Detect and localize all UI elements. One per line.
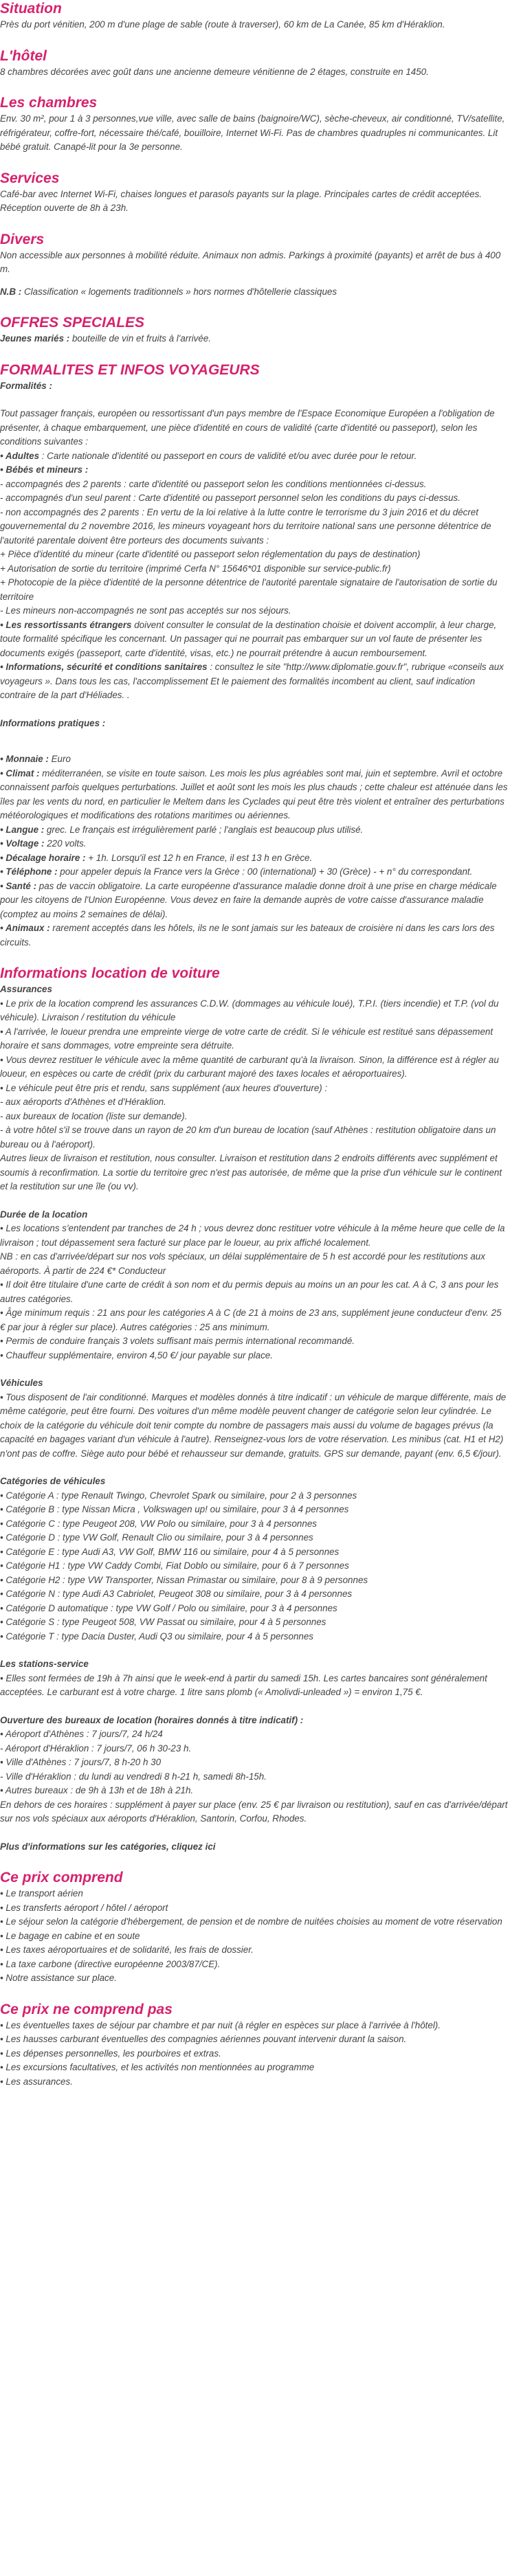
assurances-line: • A l'arrivée, le loueur prendra une empreinte vierge de votre carte de crédit. Si le véhicule est restitué sans dépassement horaire et sans dommages, votre empreinte sera détruite. bbox=[0, 1026, 494, 1051]
formalites-adultes bbox=[0, 449, 509, 464]
assurances-line: - aux aéroports d'Athènes et d'Héraklion. bbox=[0, 1097, 166, 1107]
chambres-section bbox=[0, 94, 509, 155]
pratiques-item bbox=[0, 921, 509, 950]
chambres-title: Les chambres bbox=[0, 95, 98, 111]
formalites-ressortissants bbox=[0, 618, 509, 661]
duree-line: • Il doit être titulaire d'une carte de crédit à son nom et du permis depuis au moins un an pour les cat. A à C, 3 ans pour les autres catégories. bbox=[0, 1279, 499, 1304]
categories-title-text: Catégories de véhicules bbox=[0, 1476, 106, 1486]
offres-text bbox=[0, 332, 509, 346]
pratiques-item-text: + 1h. Lorsqu'il est 12 h en France, il est 13 h en Grèce. bbox=[85, 852, 313, 863]
ne-comprend-title: Ce prix ne comprend pas bbox=[0, 2001, 173, 2017]
adultes-label: • Adultes bbox=[0, 450, 40, 461]
formalites-line: - accompagnés d'un seul parent : Carte d'identité ou passeport personnel selon les conditions du pays ci-dessus. bbox=[0, 493, 461, 503]
formalites-line: - non accompagnés des 2 parents : En vertu de la loi relative à la lutte contre le terrorisme du 3 juin 2016 et du décret gouvernemental du 2 novembre 2016, les mineurs voyageant hors du territoire national sans une personne détentrice de l'autorité parentale doivent être porteurs des documents suivants : bbox=[0, 506, 491, 546]
ouverture-line: - Ville d'Héraklion : du lundi au vendredi 8 h-21 h, samedi 8h-15h. bbox=[0, 1771, 267, 1782]
pratiques-item bbox=[0, 823, 509, 838]
stations-text: • Elles sont fermées de 19h à 7h ainsi que le week-end à partir du samedi 15h. Les cartes bancaires sont généralement acceptées. Le carburant est à votre charge. 1 litre sans plomb (« Amolivdi-unleaded ») = environ 1,75 €. bbox=[0, 1672, 487, 1697]
vehicules-title-text: Véhicules bbox=[0, 1378, 43, 1388]
category-item: • Catégorie S : type Peugeot 508, VW Passat ou similaire, pour 4 à 5 personnes bbox=[0, 1617, 326, 1627]
divers-nb-label: N.B : bbox=[0, 286, 22, 297]
pratiques-item-text: rarement acceptés dans les hôtels, ils ne le sont jamais sur les bateaux de croisière ni dans les cars lors des circuits. bbox=[0, 923, 495, 948]
comprend-item: • Le séjour selon la catégorie d'hébergement, de pension et de nombre de nuitées choisies au moment de votre réservation bbox=[0, 1916, 502, 1927]
pratiques-item-label: • Voltage : bbox=[0, 838, 45, 849]
assurances-line: • Le prix de la location comprend les assurances C.D.W. (dommages au véhicule loué), T.P.I. (tiers incendie) et T.P. (vol du véhicule). Livraison / restitution du véhicule bbox=[0, 998, 499, 1022]
pratiques-item-label: • Animaux : bbox=[0, 923, 50, 933]
chambres-text: Env. 30 m², pour 1 à 3 personnes,vue ville, avec salle de bains (baignoire/WC), sèche-cheveux, air conditionné, TV/satellite, réfrigérateur, coffre-fort, nécessaire thé/café, bouilloire, Internet Wi-Fi. Pas de chambres quadruples ni communicantes. Lit bébé gratuit. Canapé-lit pour la 3e personne. bbox=[0, 113, 505, 152]
pratiques-subtitle-text: Informations pratiques : bbox=[0, 717, 106, 728]
category-item: • Catégorie T : type Dacia Duster, Audi Q3 ou similaire, pour 4 à 5 personnes bbox=[0, 1631, 313, 1642]
ouverture-line: • Ville d'Athènes : 7 jours/7, 8 h-20 h 30 bbox=[0, 1757, 162, 1767]
location-section bbox=[0, 965, 509, 1854]
plus-info-link[interactable]: Plus d'informations sur les catégories, cliquez ici bbox=[0, 1841, 216, 1852]
category-item: • Catégorie A : type Renault Twingo, Chevrolet Spark ou similaire, pour 2 à 3 personnes bbox=[0, 1490, 357, 1501]
duree-line: • Les locations s'entendent par tranches de 24 h ; vous devrez donc restituer votre véhicule à la même heure que celle de la livraison ; tout dépassement sera facturé sur place par le loueur, au prix affiché localement. bbox=[0, 1223, 505, 1248]
stations-title bbox=[0, 1657, 509, 1672]
offres-value: bouteille de vin et fruits à l'arrivée. bbox=[69, 333, 211, 344]
divers-text: Non accessible aux personnes à mobilité réduite. Animaux non admis. Parkings à proximité (payants) et arrêt de bus à 400 m. bbox=[0, 249, 501, 274]
assurances-line: - à votre hôtel s'il se trouve dans un rayon de 20 km d'un bureau de location (sauf Athènes : restitution obligatoire dans un bureau ou à l'aéroport). bbox=[0, 1125, 496, 1150]
duree-title bbox=[0, 1208, 509, 1222]
formalites-subtitle-text: Formalités : bbox=[0, 380, 52, 391]
ouverture-title bbox=[0, 1714, 509, 1728]
pratiques-item-label: • Monnaie : bbox=[0, 754, 49, 764]
formalites-intro: Tout passager français, européen ou ressortissant d'un pays membre de l'Espace Economique Européen a l'obligation de présenter, à chaque embarquement, une pièce d'identité en cours de validité (carte d'identité ou passeport), selon les conditions suivantes : bbox=[0, 408, 495, 447]
formalites-bebes bbox=[0, 463, 509, 478]
category-item: • Catégorie B : type Nissan Micra , Volkswagen up! ou similaire, pour 3 à 4 personnes bbox=[0, 1504, 349, 1514]
duree-line: • Permis de conduire français 3 volets suffisant mais permis international recommandé. bbox=[0, 1336, 355, 1346]
pratiques-item bbox=[0, 880, 509, 922]
infos-label: • Informations, sécurité et conditions sanitaires bbox=[0, 662, 208, 672]
pratiques-item bbox=[0, 767, 509, 823]
ouverture-line: - Aéroport d'Héraklion : 7 jours/7, 06 h 30-23 h. bbox=[0, 1743, 192, 1754]
vehicules-line: • Tous disposent de l'air conditionné. Marques et modèles donnés à titre indicatif : un véhicule de marque différente, mais de même catégorie, peut être fourni. Des voitures d'un même modèle peuvent changer de catégorie selon leur cylindrée. Le choix de la catégorie du véhicule doit tenir compte du nombre de passagers mais aussi du volume de bagages prévus (la capacité en bagages variant d'un véhicule à l'autre). Renseignez-vous lors de votre réservation. Les minibus (cat. H1 et H2) n'ont pas de coffre. Siège auto pour bébé et rehausseur sur demande, gratuits. GPS sur demande, payant (env. 6,5 €/jour). bbox=[0, 1391, 507, 1459]
divers-section bbox=[0, 231, 509, 300]
vehicules-title bbox=[0, 1376, 509, 1391]
formalites-section bbox=[0, 361, 509, 950]
pratiques-item-text: pas de vaccin obligatoire. La carte européenne d'assurance maladie donne droit à une prise en charge médicale pour les citoyens de l'Union Européenne. Vous devez en faire la demande auprès de votre caisse d'assurance maladie (comptez au moins 2 semaines de délai). bbox=[0, 880, 497, 919]
category-item: • Catégorie H1 : type VW Caddy Combi, Fiat Doblo ou similaire, pour 6 à 7 personnes bbox=[0, 1560, 349, 1571]
pratiques-subtitle bbox=[0, 717, 509, 731]
assurances-line: - aux bureaux de location (liste sur demande). bbox=[0, 1110, 188, 1121]
situation-text: Près du port vénitien, 200 m d'une plage de sable (route à traverser), 60 km de La Canée, 85 km d'Héraklion. bbox=[0, 19, 445, 30]
ressortissants-text: doivent consulter le consulat de la destination choisie et doivent accomplir, à leur charge, toute formalité spécifique les concernant. Un passager qui ne pourrait pas embarquer sur un vol faute de présenter les documents exigés (passeport, carte d'identité, visas, etc.) ne pourrait prétendre à aucun remboursement. bbox=[0, 619, 497, 658]
comprend-title: Ce prix comprend bbox=[0, 1870, 123, 1885]
situation-section bbox=[0, 0, 509, 32]
comprend-item: • Les taxes aéroportuaires et de solidarité, les frais de dossier. bbox=[0, 1945, 254, 1955]
assurances-line: • Vous devrez restituer le véhicule avec la même quantité de carburant qu'à la livraison. Sinon, la différence est à régler au loueur, en espèces ou carte de crédit (prix du carburant majoré des taxes locales et aéroportuaires). bbox=[0, 1054, 499, 1079]
comprend-item: • Notre assistance sur place. bbox=[0, 1973, 117, 1983]
divers-title: Divers bbox=[0, 231, 45, 247]
category-item: • Catégorie N : type Audi A3 Cabriolet, Peugeot 308 ou similaire, pour 3 à 4 personnes bbox=[0, 1589, 353, 1599]
stations-title-text: Les stations-service bbox=[0, 1659, 89, 1669]
pratiques-item-text: 220 volts. bbox=[44, 838, 87, 849]
formalites-title: FORMALITES ET INFOS VOYAGEURS bbox=[0, 361, 260, 378]
pratiques-item-text: Euro bbox=[48, 754, 71, 764]
pratiques-item bbox=[0, 865, 509, 880]
ne-comprend-item: • Les dépenses personnelles, les pourboires et extras. bbox=[0, 2048, 221, 2059]
formalites-subtitle bbox=[0, 379, 509, 394]
formalites-line: + Photocopie de la pièce d'identité de la personne détentrice de l'autorité parentale signataire de l'autorisation de sortie du territoire bbox=[0, 577, 498, 602]
assurances-line: Autres lieux de livraison et restitution, nous consulter. Livraison et restitution dans 2 endroits différents avec supplément et soumis à reconfirmation. La sortie du territoire grec n'est pas autorisée, de même que la prise d'un véhicule sur le continent et la restitution sur une île (ou vv). bbox=[0, 1153, 502, 1191]
pratiques-item-text: méditerranéen, se visite en toute saison. Les mois les plus agréables sont mai, juin et septembre. Avril et octobre connaissent parfois quelques perturbations. Juillet et août sont les mois les plus chauds ; cette chaleur est atténuée dans les îles par les vents du nord, en particulier le Meltem dans les Cyclades qui peut être très violent et entraîner des perturbations météorologiques et modifications des rotations maritimes ou aériennes. bbox=[0, 768, 508, 820]
ne-comprend-section bbox=[0, 2001, 509, 2090]
duree-line: • Âge minimum requis : 21 ans pour les catégories A à C (de 21 à moins de 23 ans, supplément jeune conducteur d'env. 25 € par jour à régler sur place). Autres catégories : 25 ans minimum. bbox=[0, 1308, 502, 1332]
plus-info bbox=[0, 1840, 509, 1855]
category-item: • Catégorie D automatique : type VW Golf / Polo ou similaire, pour 3 à 4 personnes bbox=[0, 1602, 337, 1613]
offres-label: Jeunes mariés : bbox=[0, 333, 70, 344]
comprend-section bbox=[0, 1869, 509, 1986]
comprend-item: • Le bagage en cabine et en soute bbox=[0, 1930, 140, 1941]
formalites-line: + Autorisation de sortie du territoire (imprimé Cerfa N° 15646*01 disponible sur service-public.fr) bbox=[0, 563, 391, 574]
pratiques-item bbox=[0, 752, 509, 767]
formalites-line: - accompagnés des 2 parents : carte d'identité ou passeport selon les conditions mentionnées ci-dessus. bbox=[0, 478, 427, 489]
ouverture-title-text: Ouverture des bureaux de location (horaires donnés à titre indicatif) : bbox=[0, 1714, 304, 1725]
location-title: Informations location de voiture bbox=[0, 965, 220, 981]
hotel-section bbox=[0, 47, 509, 80]
ouverture-line: • Aéroport d'Athènes : 7 jours/7, 24 h/24 bbox=[0, 1729, 163, 1739]
ne-comprend-item: • Les éventuelles taxes de séjour par chambre et par nuit (à régler en espèces sur place à l'arrivée à l'hôtel). bbox=[0, 2019, 441, 2030]
adultes-text: : Carte nationale d'identité ou passeport en cours de validité et/ou avec durée pour le retour. bbox=[39, 450, 417, 461]
ressortissants-label: • Les ressortissants étrangers bbox=[0, 619, 132, 630]
formalites-line: - Les mineurs non-accompagnés ne sont pas acceptés sur nos séjours. bbox=[0, 605, 291, 616]
assurances-line: • Le véhicule peut être pris et rendu, sans supplément (aux heures d'ouverture) : bbox=[0, 1082, 328, 1093]
offres-title: OFFRES SPECIALES bbox=[0, 315, 145, 331]
services-section bbox=[0, 170, 509, 216]
hotel-title: L'hôtel bbox=[0, 47, 47, 64]
pratiques-item-label: • Climat : bbox=[0, 768, 40, 779]
pratiques-item bbox=[0, 837, 509, 851]
pratiques-item-text: grec. Le français est irrégulièrement parlé ; l'anglais est beaucoup plus utilisé. bbox=[44, 824, 364, 835]
comprend-item: • La taxe carbone (directive européenne 2003/87/CE). bbox=[0, 1958, 221, 1969]
services-title: Services bbox=[0, 170, 60, 186]
ouverture-line: En dehors de ces horaires : supplément à payer sur place (env. 25 € par livraison ou restitution), sauf en cas d'arrivée/départ sur nos vols spéciaux aux aéroports d'Héraklion, Santorin, Corfou, Rhodes. bbox=[0, 1799, 508, 1824]
duree-title-text: Durée de la location bbox=[0, 1209, 88, 1220]
categories-title bbox=[0, 1475, 509, 1489]
pratiques-item-label: • Décalage horaire : bbox=[0, 852, 86, 863]
pratiques-item bbox=[0, 851, 509, 866]
ouverture-line: • Autres bureaux : de 9h à 13h et de 18h à 21h. bbox=[0, 1785, 194, 1795]
category-item: • Catégorie H2 : type VW Transporter, Nissan Primastar ou similaire, pour 8 à 9 personnes bbox=[0, 1574, 368, 1585]
pratiques-item-label: • Téléphone : bbox=[0, 866, 58, 877]
category-item: • Catégorie E : type Audi A3, VW Golf, BMW 116 ou similaire, pour 4 à 5 personnes bbox=[0, 1546, 340, 1557]
ne-comprend-item: • Les hausses carburant éventuelles des compagnies aériennes pouvant intervenir durant la saison. bbox=[0, 2034, 407, 2044]
bebes-label: • Bébés et mineurs : bbox=[0, 464, 89, 475]
category-item: • Catégorie C : type Peugeot 208, VW Polo ou similaire, pour 3 à 4 personnes bbox=[0, 1518, 317, 1529]
formalites-infos bbox=[0, 660, 509, 703]
category-item: • Catégorie D : type VW Golf, Renault Clio ou similaire, pour 3 à 4 personnes bbox=[0, 1532, 313, 1543]
comprend-item: • Le transport aérien bbox=[0, 1888, 83, 1899]
offres-section bbox=[0, 314, 509, 346]
pratiques-item-label: • Langue : bbox=[0, 824, 45, 835]
hotel-text: 8 chambres décorées avec goût dans une ancienne demeure vénitienne de 2 étages, construite en 1450. bbox=[0, 66, 429, 77]
assurances-title-text: Assurances bbox=[0, 984, 52, 994]
situation-title: Situation bbox=[0, 1, 62, 16]
ne-comprend-item: • Les excursions facultatives, et les activités non mentionnées au programme bbox=[0, 2062, 315, 2072]
divers-nb-text: Classification « logements traditionnels » hors normes d'hôtellerie classiques bbox=[21, 286, 337, 297]
pratiques-item-label: • Santé : bbox=[0, 880, 37, 891]
comprend-item: • Les transferts aéroport / hôtel / aéroport bbox=[0, 1902, 168, 1913]
infos-text: : consultez le site "http://www.diplomatie.gouv.fr", rubrique «conseils aux voyageurs ». Dans tous les cas, l'accomplissement Et le paiement des formalités incombent au client, sauf indication contraire de la part d'Héliades. . bbox=[0, 662, 504, 700]
assurances-title bbox=[0, 983, 509, 997]
pratiques-item-text: pour appeler depuis la France vers la Grèce : 00 (international) + 30 (Grèce) - + n° du correspondant. bbox=[57, 866, 473, 877]
ne-comprend-item: • Les assurances. bbox=[0, 2076, 73, 2087]
divers-nb bbox=[0, 285, 509, 300]
duree-line: • Chauffeur supplémentaire, environ 4,50 €/ jour payable sur place. bbox=[0, 1349, 273, 1360]
duree-line: NB : en cas d'arrivée/départ sur nos vols spéciaux, un délai supplémentaire de 5 h est accordé pour les restitutions aux aéroports. À partir de 224 €* Conducteur bbox=[0, 1251, 485, 1276]
services-text: Café-bar avec Internet Wi-Fi, chaises longues et parasols payants sur la plage. Principales cartes de crédit acceptées. Réception ouverte de 8h à 23h. bbox=[0, 188, 483, 213]
formalites-line: + Pièce d'identité du mineur (carte d'identité ou passeport selon réglementation du pays de destination) bbox=[0, 549, 421, 559]
